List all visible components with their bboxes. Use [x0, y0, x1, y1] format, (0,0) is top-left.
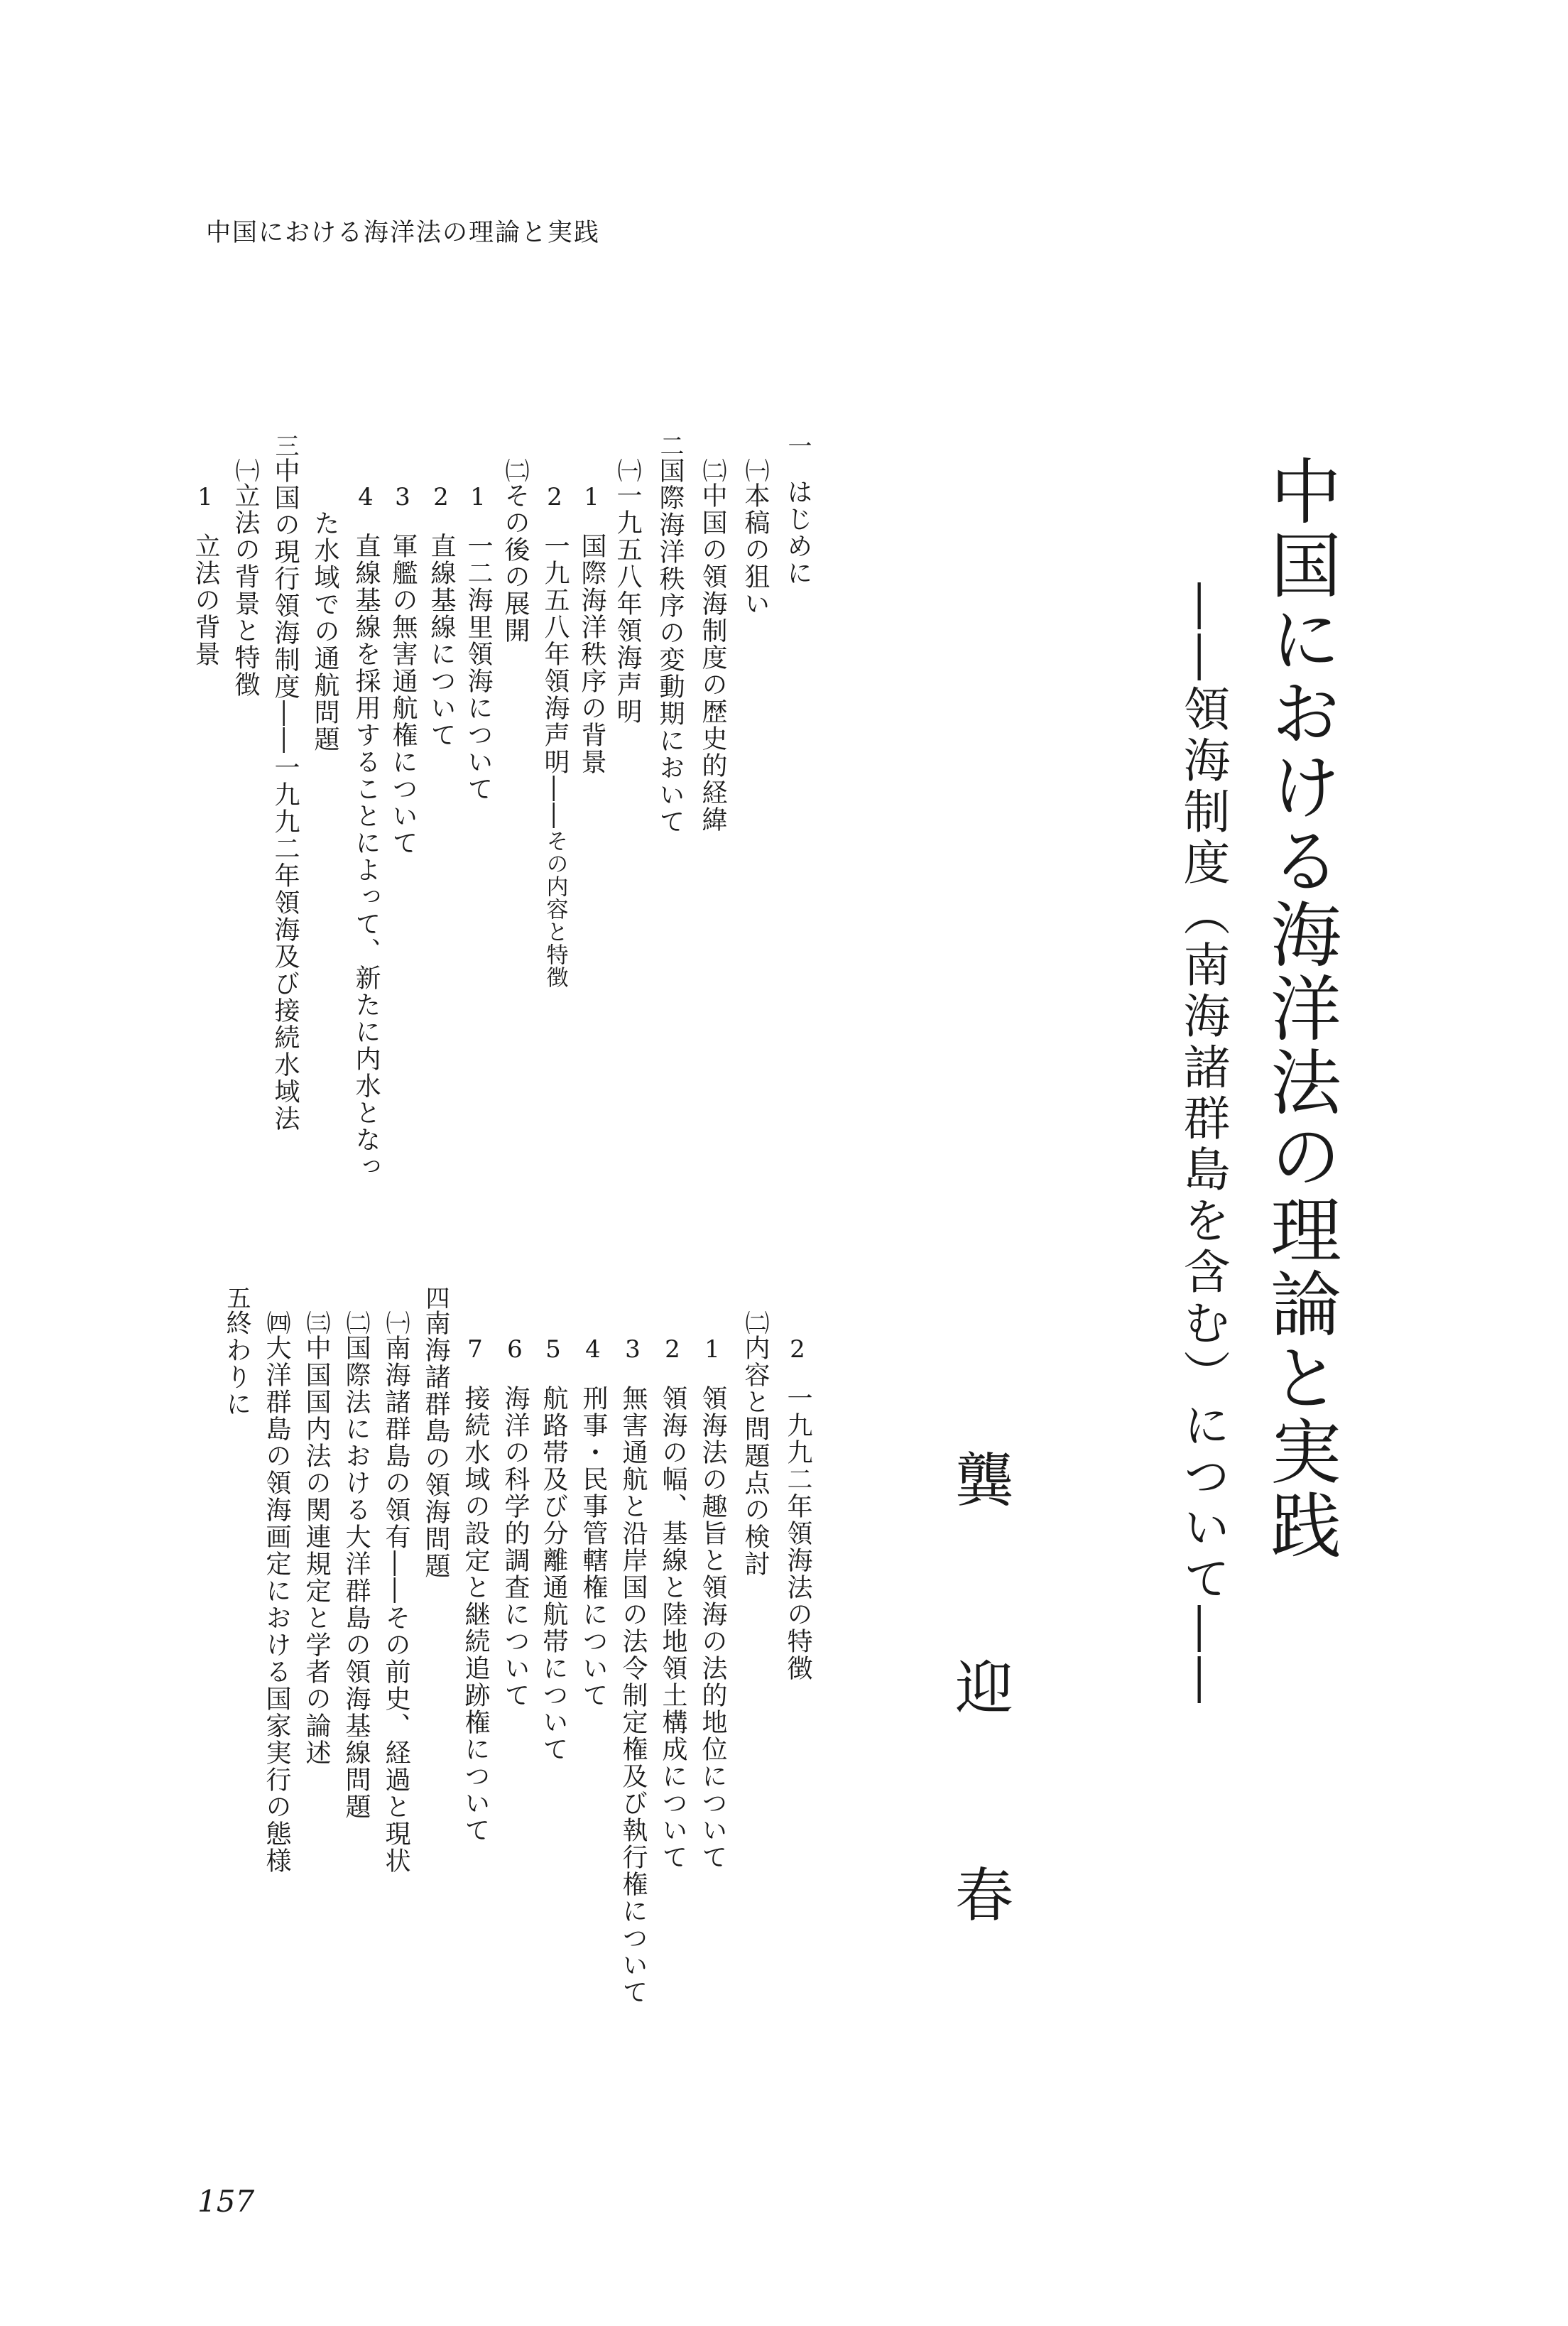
toc-text: 中国の領海制度の歴史的経緯: [698, 482, 727, 833]
toc-text: 無害通航と沿岸国の法令制定権及び執行権について: [619, 1385, 648, 2006]
toc-entry: [267, 433, 303, 1132]
toc-marker: 6: [501, 1335, 529, 1364]
toc-entry: [575, 1335, 611, 1709]
toc-text: 直線基線を採用することによって、新たに内水となっ: [352, 533, 381, 1180]
toc-entry: [537, 483, 572, 989]
toc-entry: [609, 458, 645, 725]
toc-text-small: その内容と特徴: [542, 830, 568, 989]
toc-entry: [219, 1286, 254, 1418]
toc-entry: [535, 1335, 571, 1763]
author-char: 春: [955, 1862, 1014, 1930]
toc-marker: ㈡: [501, 458, 529, 482]
toc-marker: 2: [540, 483, 569, 511]
toc-marker: 三: [271, 433, 299, 457]
toc-entry: [378, 1310, 413, 1874]
toc-text: 一九五八年領海声明――: [540, 533, 570, 830]
toc-entry: [457, 1335, 493, 1844]
toc-marker: 7: [461, 1335, 489, 1364]
toc-marker: 4: [352, 483, 380, 511]
toc-text: 軍艦の無害通航権について: [388, 533, 418, 857]
toc-text: 本稿の狙い: [741, 482, 770, 617]
toc-entry: [423, 483, 459, 749]
toc-marker: 1: [577, 483, 606, 511]
toc-entry: [737, 458, 773, 617]
toc-marker: 2: [427, 483, 455, 511]
toc-entry: [418, 1286, 453, 1580]
toc-text: その後の展開: [501, 482, 530, 644]
article-title: 中国における海洋法の理論と実践: [1258, 455, 1341, 1563]
toc-marker: 五: [222, 1286, 251, 1310]
toc-entry: [655, 1335, 690, 1871]
toc-entry: [780, 1335, 815, 1682]
toc-entry: [652, 433, 687, 835]
toc-marker: ㈣: [262, 1310, 290, 1335]
toc-entry: [737, 1310, 773, 1577]
toc-marker: ㈠: [381, 1310, 410, 1335]
toc-entry: [187, 483, 223, 668]
toc-text: 航路帯及び分離通航帯について: [539, 1385, 568, 1763]
toc-text: 一九九二年領海法の特徴: [783, 1385, 812, 1682]
toc-marker: 四: [421, 1286, 450, 1310]
toc-marker: 3: [388, 483, 417, 511]
toc-marker: 5: [539, 1335, 567, 1364]
toc-entry: [615, 1335, 650, 2006]
toc-marker: 4: [579, 1335, 607, 1364]
toc-entry: [574, 483, 609, 776]
toc-marker: ㈠: [613, 458, 641, 482]
toc-marker: 2: [783, 1335, 812, 1364]
toc-entry: [258, 1310, 294, 1874]
toc-entry: [307, 510, 342, 753]
toc-entry: [460, 483, 496, 803]
toc-entry: [695, 458, 730, 833]
toc-text: 一九五八年領海声明: [613, 482, 642, 725]
toc-marker: ㈡: [741, 1310, 769, 1335]
toc-marker: 二: [655, 433, 684, 457]
toc-text: 立法の背景と特徴: [231, 482, 260, 698]
article-subtitle: ――領海制度（南海諸群島を含む）について――: [1175, 582, 1230, 1707]
toc-text: 国際海洋秩序の変動期において: [655, 457, 685, 835]
toc-text: 大洋群島の領海画定における国家実行の態様: [262, 1335, 291, 1874]
toc-text: 刑事・民事管轄権について: [579, 1385, 608, 1709]
toc-text: 終わりに: [222, 1310, 251, 1418]
toc-text: 領海の幅、基線と陸地領土構成について: [658, 1385, 687, 1871]
toc-entry: [348, 483, 383, 1180]
toc-text: 国際法における大洋群島の領海基線問題: [342, 1335, 371, 1820]
toc-entry: [497, 458, 533, 644]
toc-entry: [497, 1335, 533, 1709]
toc-marker: ㈡: [698, 458, 726, 482]
toc-marker: ㈠: [741, 458, 769, 482]
toc-text: 南海諸群島の領海問題: [421, 1310, 450, 1580]
toc-text: 中国の現行領海制度――一九九二年領海及び接続水域法: [271, 457, 300, 1132]
toc-text: 中国国内法の関連規定と学者の論述: [302, 1335, 331, 1766]
toc-entry: [780, 433, 815, 587]
toc-text: 領海法の趣旨と領海の法的地位について: [698, 1385, 727, 1871]
toc-text: 海洋の科学的調査について: [501, 1385, 530, 1709]
toc-entry: [695, 1335, 730, 1871]
toc-text: た水域での通航問題: [310, 510, 339, 753]
page-number: 157: [197, 2184, 255, 2219]
toc-marker: ㈡: [342, 1310, 370, 1335]
toc-text: 南海諸群島の領有――その前史、経過と現状: [381, 1335, 410, 1874]
toc-text: 立法の背景: [191, 533, 220, 668]
running-header: 中国における海洋法の理論と実践: [206, 219, 601, 247]
toc-marker: 一: [783, 433, 812, 457]
toc-entry: [338, 1310, 374, 1820]
toc-text: 内容と問題点の検討: [741, 1335, 770, 1577]
toc-marker: 1: [464, 483, 492, 511]
toc-marker: 1: [698, 1335, 726, 1364]
author-char: 迎: [955, 1655, 1014, 1722]
toc-text: はじめに: [783, 479, 812, 587]
toc-entry: [298, 1310, 334, 1766]
toc-text: 一二海里領海について: [464, 533, 493, 803]
toc-entry: [227, 458, 263, 698]
toc-text: 接続水域の設定と継続追跡権について: [461, 1385, 490, 1844]
toc-marker: 2: [658, 1335, 687, 1364]
toc-marker: ㈢: [302, 1310, 330, 1335]
toc-text: 国際海洋秩序の背景: [577, 533, 606, 776]
toc-entry: [385, 483, 420, 857]
author-char: 龔: [955, 1447, 1014, 1515]
toc-marker: ㈠: [231, 458, 259, 482]
toc-text: 直線基線について: [427, 533, 456, 749]
toc-marker: 3: [619, 1335, 647, 1364]
toc-marker: 1: [191, 483, 219, 511]
